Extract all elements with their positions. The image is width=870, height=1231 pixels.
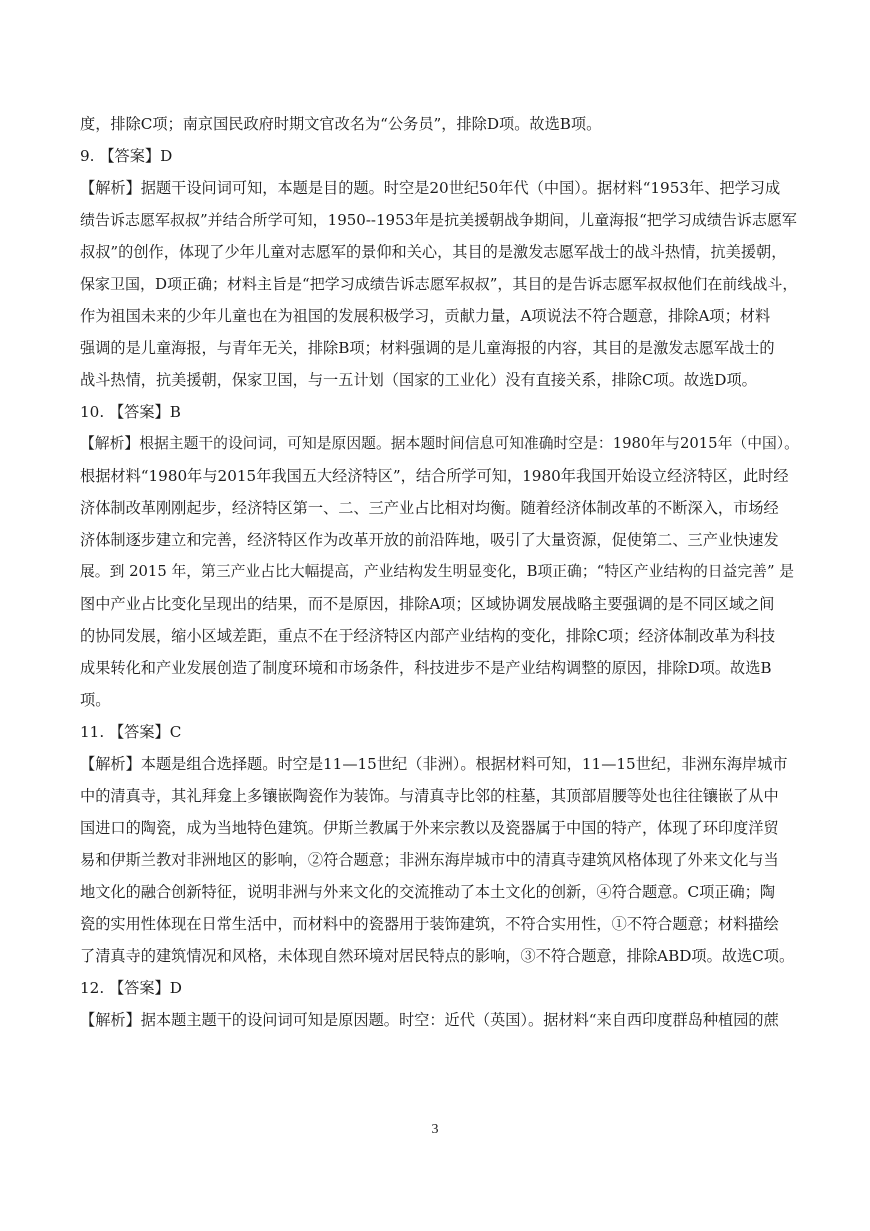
text-line: 【解析】根据主题干的设问词，可知是原因题。据本题时间信息可知准确时空是：1980年与2015年（中国）。 [80, 435, 799, 452]
text-line: 【解析】本题是组合选择题。时空是11—15世纪（非洲）。根据材料可知，11—15世纪，非洲东海岸城市 [80, 755, 788, 773]
text-line: 根据材料“1980年与2015年我国五大经济特区”，结合所学可知，1980年我国开始设立经济特区，此时经 [80, 467, 789, 485]
answer-heading: 10. 【答案】B [80, 403, 181, 421]
text-line: 绩告诉志愿军叔叔”并结合所学可知，1950--1953年是抗美援朝战争期间，儿童海报“把学习成绩告诉志愿军 [80, 211, 797, 229]
text-line: 【解析】据本题主题干的设问词可知是原因题。时空：近代（英国）。据材料“来自西印度群岛种植园的蔗 [80, 1011, 779, 1029]
text-line: 国进口的陶瓷，成为当地特色建筑。伊斯兰教属于外来宗教以及瓷器属于中国的特产，体现了环印度洋贸 [80, 819, 779, 837]
answer-heading: 12. 【答案】D [80, 979, 182, 997]
text-line: 度，排除C项；南京国民政府时期文官改名为“公务员”，排除D项。故选B项。 [80, 115, 602, 133]
text-line: 图中产业占比变化呈现出的结果，而不是原因，排除A项；区域协调发展战略主要强调的是不同区域之间 [80, 595, 775, 613]
text-line: 易和伊斯兰教对非洲地区的影响，②符合题意；非洲东海岸城市中的清真寺建筑风格体现了外来文化与当 [80, 851, 779, 869]
text-line: 中的清真寺，其礼拜龛上多镶嵌陶瓷作为装饰。与清真寺比邻的柱墓，其顶部眉腰等处也往往镶嵌了从中 [80, 787, 779, 805]
text-line: 展。到 2015 年，第三产业占比大幅提高，产业结构发生明显变化，B项正确；“特区产业结构的日益完善” 是 [80, 563, 795, 580]
text-line: 济体制逐步建立和完善，经济特区作为改革开放的前沿阵地，吸引了大量资源，促使第二、三产业快速发 [80, 531, 779, 549]
text-line: 的协同发展，缩小区域差距，重点不在于经济特区内部产业结构的变化，排除C项；经济体制改革为科技 [80, 627, 776, 645]
document-body [80, 108, 800, 1036]
text-line: 地文化的融合创新特征，说明非洲与外来文化的交流推动了本土文化的创新，④符合题意。C项正确；陶 [80, 883, 776, 901]
text-line: 成果转化和产业发展创造了制度环境和市场条件，科技进步不是产业结构调整的原因，排除D项。故选B [80, 659, 772, 677]
text-line: 济体制改革刚刚起步，经济特区第一、二、三产业占比相对均衡。随着经济体制改革的不断深入，市场经 [80, 499, 779, 517]
text-line: 战斗热情，抗美援朝，保家卫国，与一五计划（国家的工业化）没有直接关系，排除C项。故选D项。 [80, 371, 757, 389]
answer-heading: 11. 【答案】C [80, 723, 182, 741]
text-line: 强调的是儿童海报，与青年无关，排除B项；材料强调的是儿童海报的内容，其目的是激发志愿军战士的 [80, 339, 775, 357]
text-line: 【解析】据题干设问词可知，本题是目的题。时空是20世纪50年代（中国）。据材料“1953年、把学习成 [80, 179, 781, 197]
text-line: 保家卫国，D项正确；材料主旨是“把学习成绩告诉志愿军叔叔”，其目的是告诉志愿军叔叔他们在前线战斗， [80, 275, 798, 293]
page-number: 3 [431, 1122, 439, 1137]
text-line: 瓷的实用性体现在日常生活中，而材料中的瓷器用于装饰建筑，不符合实用性，①不符合题意；材料描绘 [80, 915, 779, 933]
text-line: 了清真寺的建筑情况和风格，未体现自然环境对居民特点的影响，③不符合题意，排除ABD项。故选C项。 [80, 947, 795, 965]
text-line: 项。 [80, 691, 111, 709]
text-line: 作为祖国未来的少年儿童也在为祖国的发展积极学习，贡献力量，A项说法不符合题意，排除A项；材料 [80, 307, 771, 325]
text-line: 叔叔”的创作，体现了少年儿童对志愿军的景仰和关心，其目的是激发志愿军战士的战斗热情，抗美援朝， [80, 243, 787, 261]
answer-heading: 9. 【答案】D [80, 147, 173, 165]
